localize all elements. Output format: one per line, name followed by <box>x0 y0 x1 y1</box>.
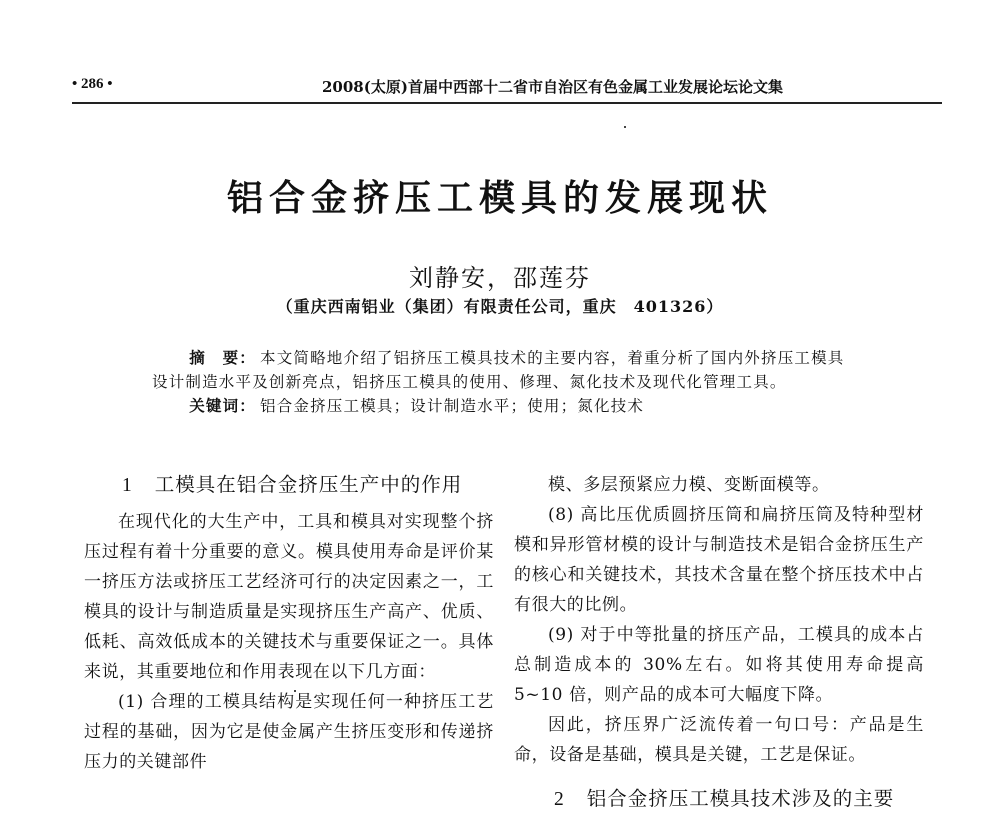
keywords-label: 关键词： <box>189 396 256 415</box>
section-number: 1 <box>122 475 133 496</box>
section-title: 工模具在铝合金挤压生产中的作用 <box>154 473 463 496</box>
body-paragraph: (1) 合理的工模具结构是实现任何一种挤压工艺过程的基础，因为它是使金属产生挤压变形和传递挤压力的关键部件 <box>84 692 494 772</box>
running-head-title: 2008(太原)首届中西部十二省市自治区有色金属工业发展论坛论文集 <box>322 78 783 96</box>
keywords-text: 铝合金挤压工模具；设计制造水平；使用；氮化技术 <box>260 397 645 415</box>
page-number: • 286 • <box>72 76 113 92</box>
body-paragraph: (8) 高比压优质圆挤压筒和扁挤压筒及特种型材模和异形管材模的设计与制造技术是铝合金挤压生产的核心和关键技术，其技术含量在整个挤压技术中占有很大的比例。 <box>514 505 924 615</box>
running-header <box>72 76 942 104</box>
section-heading-2 <box>514 784 924 815</box>
body-paragraph: (9) 对于中等批量的挤压产品，工模具的成本占总制造成本的 30%左右。如将其使用寿命提高5~10 倍，则产品的成本可大幅度下降。 <box>514 625 924 705</box>
paper-authors: 刘静安，邵莲芬 <box>409 264 591 292</box>
section-heading-1 <box>84 470 494 501</box>
right-column <box>514 470 924 821</box>
abstract-block <box>152 346 852 418</box>
section-number: 2 <box>554 789 565 810</box>
paper-affiliation: （重庆西南铝业（集团）有限责任公司，重庆 401326） <box>276 297 724 316</box>
scan-speck <box>294 690 296 692</box>
body-paragraph: 在现代化的大生产中，工具和模具对实现整个挤压过程有着十分重要的意义。模具使用寿命是评价某一挤压方法或挤压工艺经济可行的决定因素之一，工模具的设计与制造质量是实现挤压生产高产、优质、低耗、高效低成本的关键技术与重要保证之一。具体来说，其重要地位和作用表现在以下几方面： <box>84 512 494 682</box>
abstract-text: 本文简略地介绍了铝挤压工模具技术的主要内容，着重分析了国内外挤压工模具设计制造水平及创新亮点，铝挤压工模具的使用、修理、氮化技术及现代化管理工具。 <box>152 349 845 391</box>
abstract-label: 摘 要： <box>189 348 256 367</box>
body-paragraph: 因此，挤压界广泛流传着一句口号：产品是生命，设备是基础，模具是关键，工艺是保证。 <box>514 715 924 765</box>
section-title: 铝合金挤压工模具技术涉及的主要 <box>586 787 895 810</box>
paper-title: 铝合金挤压工模具的发展现状 <box>226 177 773 219</box>
left-column <box>84 470 494 777</box>
abstract <box>152 346 852 394</box>
scan-speck <box>624 126 626 128</box>
body-paragraph-continuation: 模、多层预紧应力模、变断面模等。 <box>548 475 830 495</box>
keywords <box>152 394 852 418</box>
